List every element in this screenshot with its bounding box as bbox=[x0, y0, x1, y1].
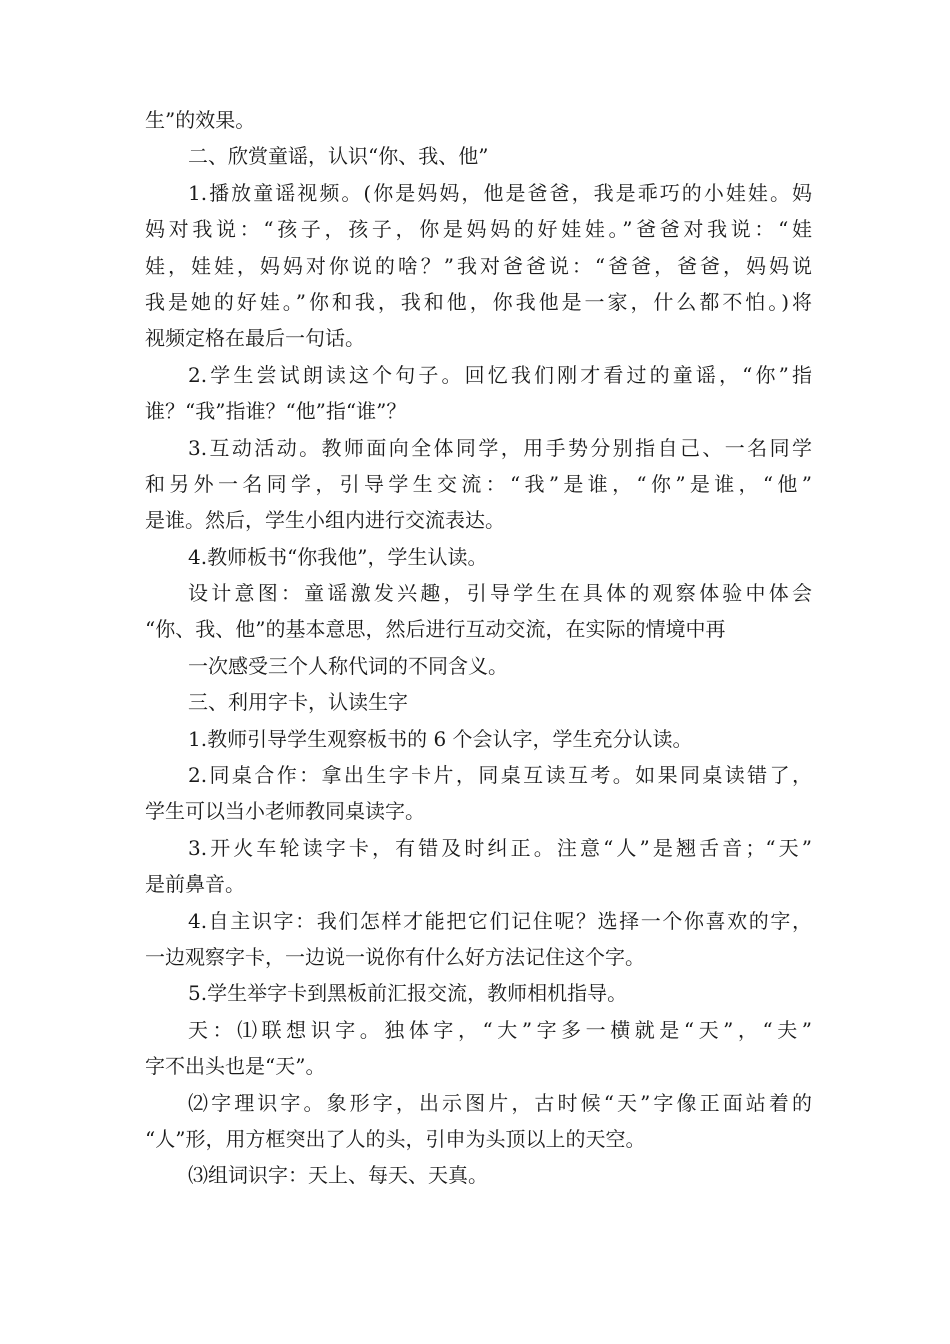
text-line: 学生可以当小老师教同桌读字。 bbox=[145, 799, 425, 824]
text-line: 是前鼻音。 bbox=[145, 872, 245, 897]
text-line: 2.学生尝试朗读这个句子。回忆我们刚才看过的童谣，“你”指 bbox=[188, 362, 812, 387]
text-line: 二、欣赏童谣，认识“你、我、他” bbox=[188, 144, 489, 169]
text-line: ⑶组词识字：天上、每天、天真。 bbox=[188, 1163, 488, 1188]
text-line: 2.同桌合作：拿出生字卡片，同桌互读互考。如果同桌读错了， bbox=[188, 763, 812, 788]
text-line: “你、我、他”的基本意思，然后进行互动交流，在实际的情境中再 bbox=[145, 617, 726, 642]
text-line: 三、利用字卡，认读生字 bbox=[188, 690, 408, 715]
text-line: “人”形，用方框突出了人的头，引申为头顶以上的天空。 bbox=[145, 1126, 646, 1151]
text-line: 3.互动活动。教师面向全体同学，用手势分别指自己、一名同学 bbox=[188, 435, 812, 460]
text-line: 一边观察字卡，一边说一说你有什么好方法记住这个字。 bbox=[145, 944, 645, 969]
text-line: 视频定格在最后一句话。 bbox=[145, 326, 365, 351]
text-line: ⑵字理识字。象形字，出示图片，古时候“天”字像正面站着的 bbox=[188, 1090, 812, 1115]
text-line: 天：⑴联想识字。独体字，“大”字多一横就是“天”，“夫” bbox=[188, 1017, 812, 1042]
text-line: 设计意图：童谣激发兴趣，引导学生在具体的观察体验中体会 bbox=[188, 581, 812, 606]
text-line: 4.教师板书“你我他”，学生认读。 bbox=[188, 544, 488, 569]
text-line: 1.播放童谣视频。(你是妈妈，他是爸爸，我是乖巧的小娃娃。妈 bbox=[188, 180, 812, 205]
text-line: 3.开火车轮读字卡，有错及时纠正。注意“人”是翘舌音；“天” bbox=[188, 835, 812, 860]
text-line: 4.自主识字：我们怎样才能把它们记住呢？选择一个你喜欢的字， bbox=[188, 908, 812, 933]
text-line: 和另外一名同学，引导学生交流：“我”是谁，“你”是谁，“他” bbox=[145, 471, 812, 496]
document-page bbox=[145, 102, 812, 1194]
text-line: 1.教师引导学生观察板书的 6 个会认字，学生充分认读。 bbox=[188, 726, 693, 751]
text-line: 谁？“我”指谁？“他”指“谁”？ bbox=[145, 399, 407, 424]
text-line: 我是她的好娃。”你和我，我和他，你我他是一家，什么都不怕。)将 bbox=[145, 289, 812, 314]
text-line: 妈对我说：“孩子，孩子，你是妈妈的好娃娃。”爸爸对我说：“娃 bbox=[145, 217, 812, 242]
text-line: 5.学生举字卡到黑板前汇报交流，教师相机指导。 bbox=[188, 981, 628, 1006]
text-line: 一次感受三个人称代词的不同含义。 bbox=[188, 653, 508, 678]
text-line: 是谁。然后，学生小组内进行交流表达。 bbox=[145, 508, 505, 533]
text-line: 生”的效果。 bbox=[145, 108, 256, 132]
text-line: 娃，娃娃，妈妈对你说的啥？”我对爸爸说：“爸爸，爸爸，妈妈说 bbox=[145, 253, 812, 278]
text-line: 字不出头也是“天”。 bbox=[145, 1054, 326, 1079]
